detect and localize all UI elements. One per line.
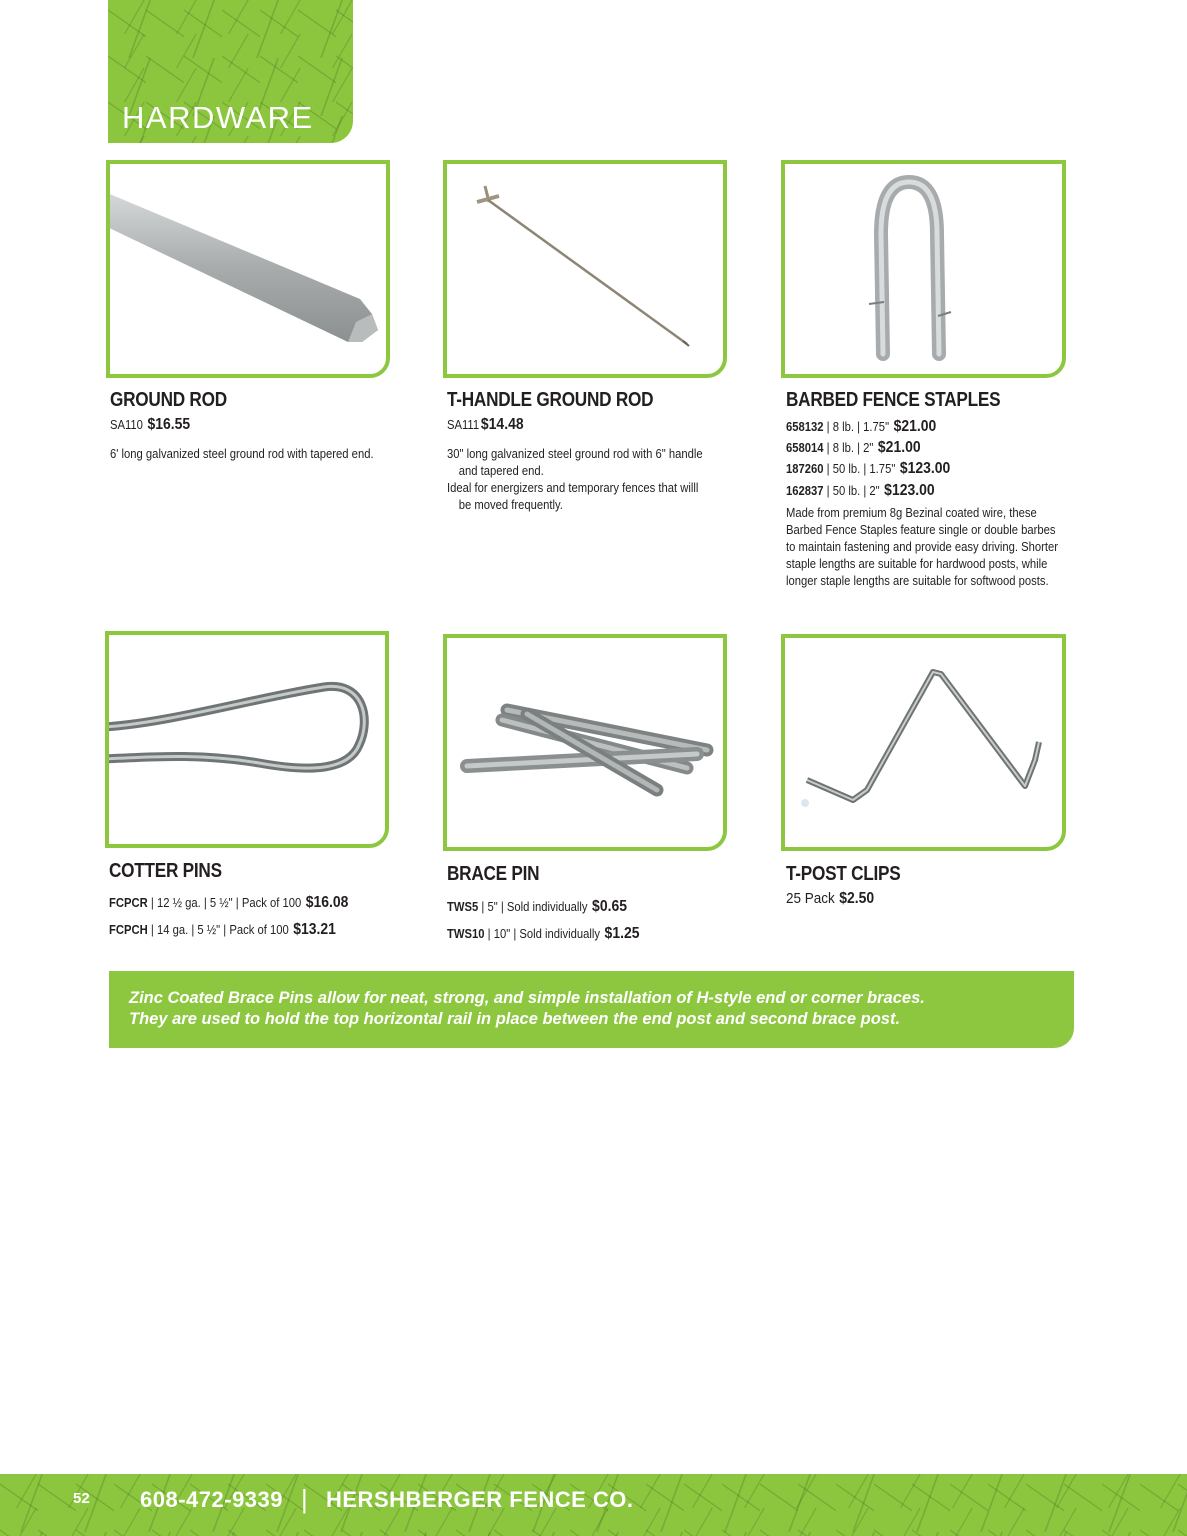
note-line-1: Zinc Coated Brace Pins allow for neat, strong, and simple installation of H-style end or corner braces. xyxy=(129,989,925,1007)
footer-company-name: HERSHBERGER FENCE CO. xyxy=(326,1487,634,1512)
staples-desc-line-1: Made from premium 8g Bezinal coated wire, these xyxy=(786,506,1037,520)
cotter-pins-variant-price: $16.08 xyxy=(305,894,349,911)
staples-variant-code: 658132 xyxy=(786,420,824,434)
section-title: HARDWARE xyxy=(122,100,314,135)
t-post-clips-price: $2.50 xyxy=(839,890,875,907)
staples-variant-code: 658014 xyxy=(786,441,824,455)
footer-phone: 608-472-9339 xyxy=(140,1487,284,1512)
cotter-pins-image-card xyxy=(105,631,389,848)
cotter-pins-variant-code: FCPCR xyxy=(109,896,148,910)
staples-variant-row xyxy=(786,439,921,457)
t-handle-desc-line-3: Ideal for energizers and temporary fences that willl xyxy=(447,481,699,495)
staples-variant-spec: | 8 lb. | 2" xyxy=(826,441,874,455)
brace-pin-variant-row xyxy=(447,898,627,916)
t-handle-desc-line-2: and tapered end. xyxy=(458,464,544,478)
ground-rod-name: GROUND ROD xyxy=(110,389,227,411)
t-handle-ground-rod-image xyxy=(447,164,723,374)
barbed-fence-staples-image xyxy=(785,164,1062,374)
t-handle-sku: SA111 xyxy=(447,418,480,432)
cotter-pins-variant-row xyxy=(109,921,336,939)
t-handle-desc-line-4: be moved frequently. xyxy=(458,498,563,512)
ground-rod-price: $16.55 xyxy=(147,416,191,433)
brace-pin-variant-price: $0.65 xyxy=(592,898,627,915)
section-header-tab xyxy=(108,0,353,143)
t-post-clips-image xyxy=(785,638,1062,847)
page-number: 52 xyxy=(73,1490,90,1507)
brace-pin-variant-code: TWS10 xyxy=(447,927,485,941)
ground-rod-sku: SA110 xyxy=(110,418,143,432)
cotter-pins-variant-code: FCPCH xyxy=(109,923,148,937)
brace-pin-variant-spec: | 10" | Sold individually xyxy=(487,927,601,941)
staples-variant-code: 162837 xyxy=(786,484,824,498)
cotter-pins-variant-row xyxy=(109,894,348,912)
brace-pin-variant-code: TWS5 xyxy=(447,900,479,914)
t-post-clips-image-card xyxy=(781,634,1066,851)
staples-variant-price: $21.00 xyxy=(893,418,937,435)
staples-desc-line-2: Barbed Fence Staples feature single or double barbes xyxy=(786,523,1056,537)
cotter-pins-variant-spec: | 14 ga. | 5 ½" | Pack of 100 xyxy=(150,923,289,937)
brace-pin-note-banner xyxy=(109,971,1074,1048)
brace-pin-variant-price: $1.25 xyxy=(604,925,640,942)
t-handle-desc-line-1: 30" long galvanized steel ground rod with 6" handle xyxy=(447,447,703,461)
cotter-pins-image xyxy=(109,635,385,844)
staples-name: BARBED FENCE STAPLES xyxy=(786,389,1001,411)
t-handle-description xyxy=(447,446,744,514)
brace-pin-note xyxy=(129,988,1064,1030)
staples-desc-line-4: staple lengths are suitable for hardwood posts, while xyxy=(786,557,1048,571)
cotter-pins-name: COTTER PINS xyxy=(109,860,222,882)
staples-variant-price: $21.00 xyxy=(877,439,921,456)
t-handle-name: T-HANDLE GROUND ROD xyxy=(447,389,654,411)
staples-variant-row xyxy=(786,460,950,478)
t-handle-price-line xyxy=(447,416,524,434)
brace-pin-variant-spec: | 5" | Sold individually xyxy=(481,900,588,914)
ground-rod-description xyxy=(110,446,407,463)
staples-description xyxy=(786,505,1092,590)
brace-pin-name: BRACE PIN xyxy=(447,863,540,885)
staples-variant-spec: | 8 lb. | 1.75" xyxy=(826,420,890,434)
brace-pin-image-card xyxy=(443,634,727,851)
staples-desc-line-3: to maintain fastening and provide easy driving. Shorter xyxy=(786,540,1059,554)
staples-variant-spec: | 50 lb. | 1.75" xyxy=(826,462,896,476)
staples-variant-row xyxy=(786,482,935,500)
staples-variant-price: $123.00 xyxy=(884,482,935,499)
staples-variant-row xyxy=(786,418,936,436)
staples-variant-spec: | 50 lb. | 2" xyxy=(826,484,880,498)
cotter-pins-variant-spec: | 12 ½ ga. | 5 ½" | Pack of 100 xyxy=(150,896,302,910)
staples-desc-line-5: longer staple lengths are suitable for softwood posts. xyxy=(786,574,1049,588)
t-post-clips-pack: 25 Pack xyxy=(786,890,835,907)
t-handle-price: $14.48 xyxy=(480,416,524,433)
brace-pin-variant-row xyxy=(447,925,639,943)
t-post-clips-name: T-POST CLIPS xyxy=(786,863,901,885)
staples-variant-code: 187260 xyxy=(786,462,824,476)
footer-separator: | xyxy=(301,1484,308,1514)
page-footer xyxy=(0,1474,1187,1536)
t-post-clips-price-line xyxy=(786,890,874,908)
brace-pin-image xyxy=(447,638,723,847)
staples-variant-price: $123.00 xyxy=(899,460,951,477)
note-line-2: They are used to hold the top horizontal rail in place between the end post and second brace post. xyxy=(129,1010,901,1028)
t-handle-image-card xyxy=(443,160,727,378)
ground-rod-description-text: 6' long galvanized steel ground rod with tapered end. xyxy=(110,447,374,461)
staples-image-card xyxy=(781,160,1066,378)
ground-rod-price-line xyxy=(110,416,190,434)
cotter-pins-variant-price: $13.21 xyxy=(293,921,336,938)
ground-rod-image xyxy=(110,164,386,374)
ground-rod-image-card xyxy=(106,160,390,378)
